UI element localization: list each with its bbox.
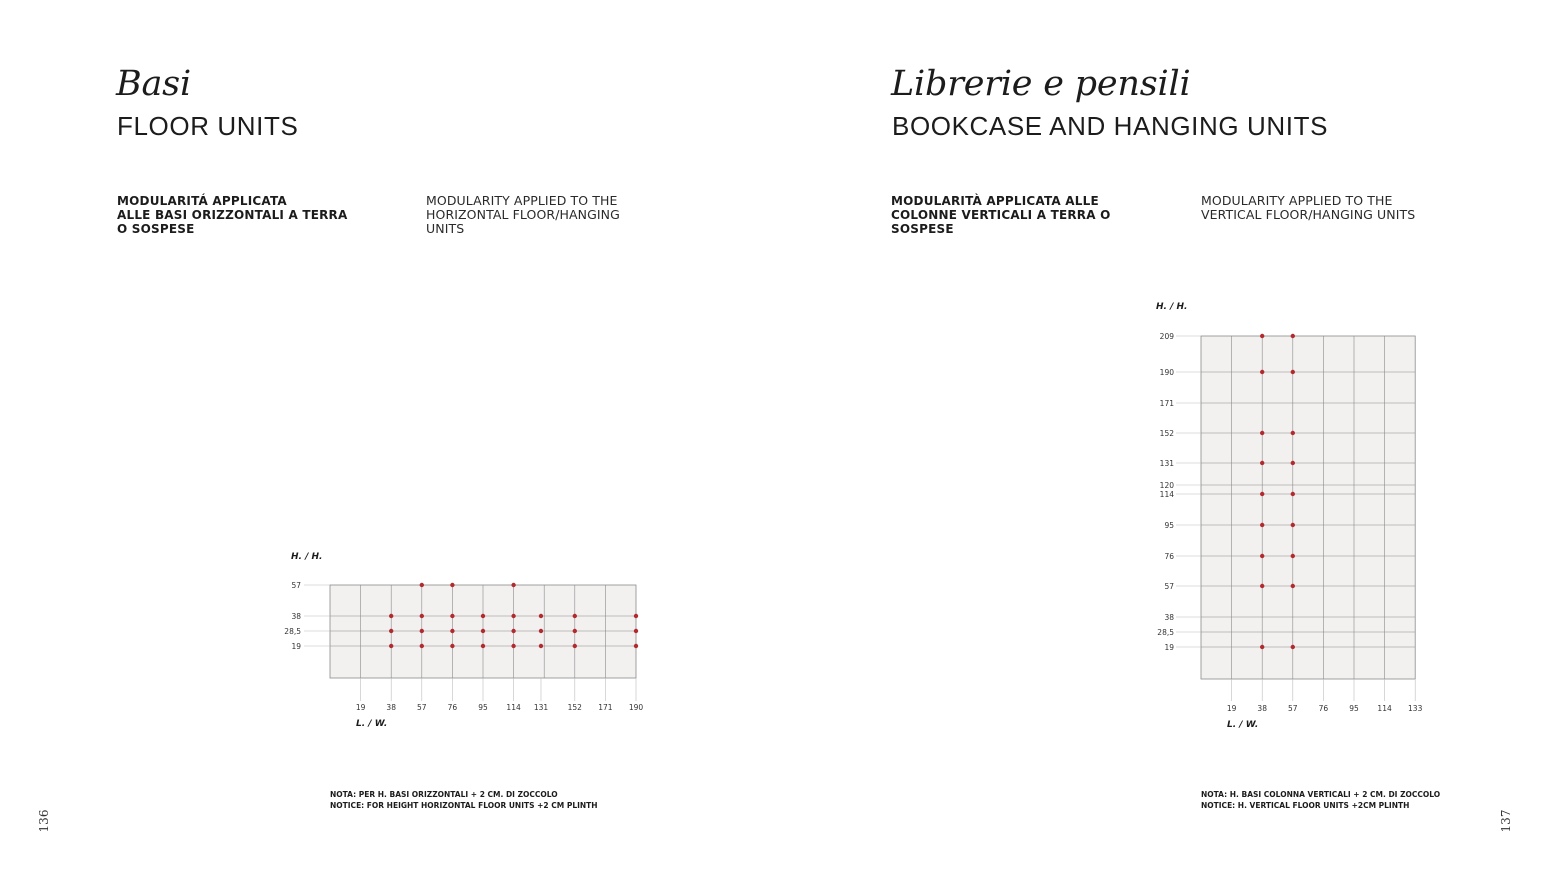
y-tick-label: 19 xyxy=(291,642,301,651)
left-page-number: 136 xyxy=(37,809,51,833)
module-point xyxy=(420,614,424,618)
module-point xyxy=(1291,584,1295,588)
module-point xyxy=(389,629,393,633)
module-point xyxy=(1260,523,1264,527)
module-point xyxy=(1260,645,1264,649)
module-point xyxy=(1291,645,1295,649)
module-point xyxy=(1291,370,1295,374)
y-tick-label: 28,5 xyxy=(284,627,301,636)
module-point xyxy=(420,644,424,648)
y-axis-label: H. / H. xyxy=(1156,302,1188,312)
x-tick-label: 19 xyxy=(355,703,366,712)
y-tick-label: 19 xyxy=(1164,643,1174,652)
y-tick-label: 57 xyxy=(291,581,301,590)
x-tick-label: 131 xyxy=(533,703,549,712)
module-point xyxy=(573,644,577,648)
module-point xyxy=(450,614,454,618)
module-point xyxy=(481,629,485,633)
module-point xyxy=(389,614,393,618)
y-tick-label: 38 xyxy=(1164,613,1174,622)
y-tick-label: 114 xyxy=(1159,490,1174,499)
y-tick-label: 209 xyxy=(1159,332,1174,341)
module-point xyxy=(450,644,454,648)
y-tick-label: 190 xyxy=(1159,368,1174,377)
x-tick-label: 95 xyxy=(1349,704,1359,713)
y-tick-label: 171 xyxy=(1159,399,1174,408)
y-axis-label: H. / H. xyxy=(291,552,323,562)
module-point xyxy=(420,629,424,633)
module-point xyxy=(1260,334,1264,338)
module-point xyxy=(511,644,515,648)
left-note-english: NOTICE: FOR HEIGHT HORIZONTAL FLOOR UNITS +2 CM PLINTH xyxy=(330,801,598,810)
x-tick-label: 19 xyxy=(1226,704,1237,713)
right-subtitle-english: MODULARITY APPLIED TO THE VERTICAL FLOOR/HANGING UNITS xyxy=(1201,193,1416,222)
left-subtitle-english: MODULARITY APPLIED TO THE HORIZONTAL FLOOR/HANGING UNITS xyxy=(426,193,620,236)
module-point xyxy=(511,583,515,587)
right-title-english: BOOKCASE AND HANGING UNITS xyxy=(892,111,1329,141)
module-point xyxy=(634,614,638,618)
module-point xyxy=(1260,584,1264,588)
module-point xyxy=(573,629,577,633)
module-point xyxy=(511,614,515,618)
module-point xyxy=(481,644,485,648)
y-tick-label: 152 xyxy=(1159,429,1174,438)
y-tick-label: 131 xyxy=(1159,459,1174,468)
x-axis-label: L. / W. xyxy=(356,719,388,729)
y-tick-label: 95 xyxy=(1164,521,1174,530)
y-tick-label: 57 xyxy=(1164,582,1174,591)
y-tick-label: 120 xyxy=(1159,481,1174,490)
left-title-italian: Basi xyxy=(116,64,191,104)
module-point xyxy=(511,629,515,633)
x-tick-label: 38 xyxy=(1257,704,1267,713)
x-tick-label: 38 xyxy=(386,703,396,712)
module-point xyxy=(450,583,454,587)
x-tick-label: 190 xyxy=(628,703,644,712)
x-tick-label: 76 xyxy=(447,703,458,712)
module-point xyxy=(1291,461,1295,465)
module-point xyxy=(389,644,393,648)
module-point xyxy=(450,629,454,633)
x-tick-label: 57 xyxy=(417,703,427,712)
x-tick-label: 152 xyxy=(567,703,582,712)
module-point xyxy=(1260,461,1264,465)
x-tick-label: 76 xyxy=(1318,704,1329,713)
x-axis-label: L. / W. xyxy=(1227,720,1259,730)
right-note-italian: NOTA: H. BASI COLONNA VERTICALI + 2 CM. DI ZOCCOLO xyxy=(1201,790,1441,799)
module-point xyxy=(1291,334,1295,338)
x-tick-label: 114 xyxy=(506,703,521,712)
module-point xyxy=(1291,431,1295,435)
x-tick-label: 171 xyxy=(598,703,613,712)
module-point xyxy=(420,583,424,587)
module-point xyxy=(1291,554,1295,558)
module-point xyxy=(634,644,638,648)
left-note-italian: NOTA: PER H. BASI ORIZZONTALI + 2 CM. DI ZOCCOLO xyxy=(330,790,558,799)
x-tick-label: 133 xyxy=(1408,704,1423,713)
module-point xyxy=(539,629,543,633)
x-tick-label: 114 xyxy=(1377,704,1392,713)
bookcase-units-chart xyxy=(1140,290,1440,740)
right-note-english: NOTICE: H. VERTICAL FLOOR UNITS +2CM PLINTH xyxy=(1201,801,1410,810)
y-tick-label: 38 xyxy=(291,612,301,621)
x-tick-label: 57 xyxy=(1288,704,1298,713)
module-point xyxy=(1260,370,1264,374)
module-point xyxy=(539,614,543,618)
module-point xyxy=(1260,554,1264,558)
y-tick-label: 76 xyxy=(1164,552,1174,561)
grid-background xyxy=(1201,336,1415,679)
y-tick-label: 28,5 xyxy=(1157,628,1174,637)
module-point xyxy=(634,629,638,633)
right-page-number: 137 xyxy=(1499,809,1513,833)
module-point xyxy=(1291,523,1295,527)
left-title-english: FLOOR UNITS xyxy=(117,111,299,141)
right-subtitle-italian: MODULARITÀ APPLICATA ALLE COLONNE VERTICALI A TERRA O SOSPESE xyxy=(891,194,1111,236)
right-title-italian: Librerie e pensili xyxy=(891,64,1191,104)
x-tick-label: 95 xyxy=(478,703,488,712)
module-point xyxy=(1291,492,1295,496)
module-point xyxy=(1260,492,1264,496)
module-point xyxy=(1260,431,1264,435)
module-point xyxy=(539,644,543,648)
module-point xyxy=(573,614,577,618)
floor-units-chart xyxy=(270,535,670,740)
left-subtitle-italian: MODULARITÁ APPLICATA ALLE BASI ORIZZONTALI A TERRA O SOSPESE xyxy=(117,194,348,236)
module-point xyxy=(481,614,485,618)
